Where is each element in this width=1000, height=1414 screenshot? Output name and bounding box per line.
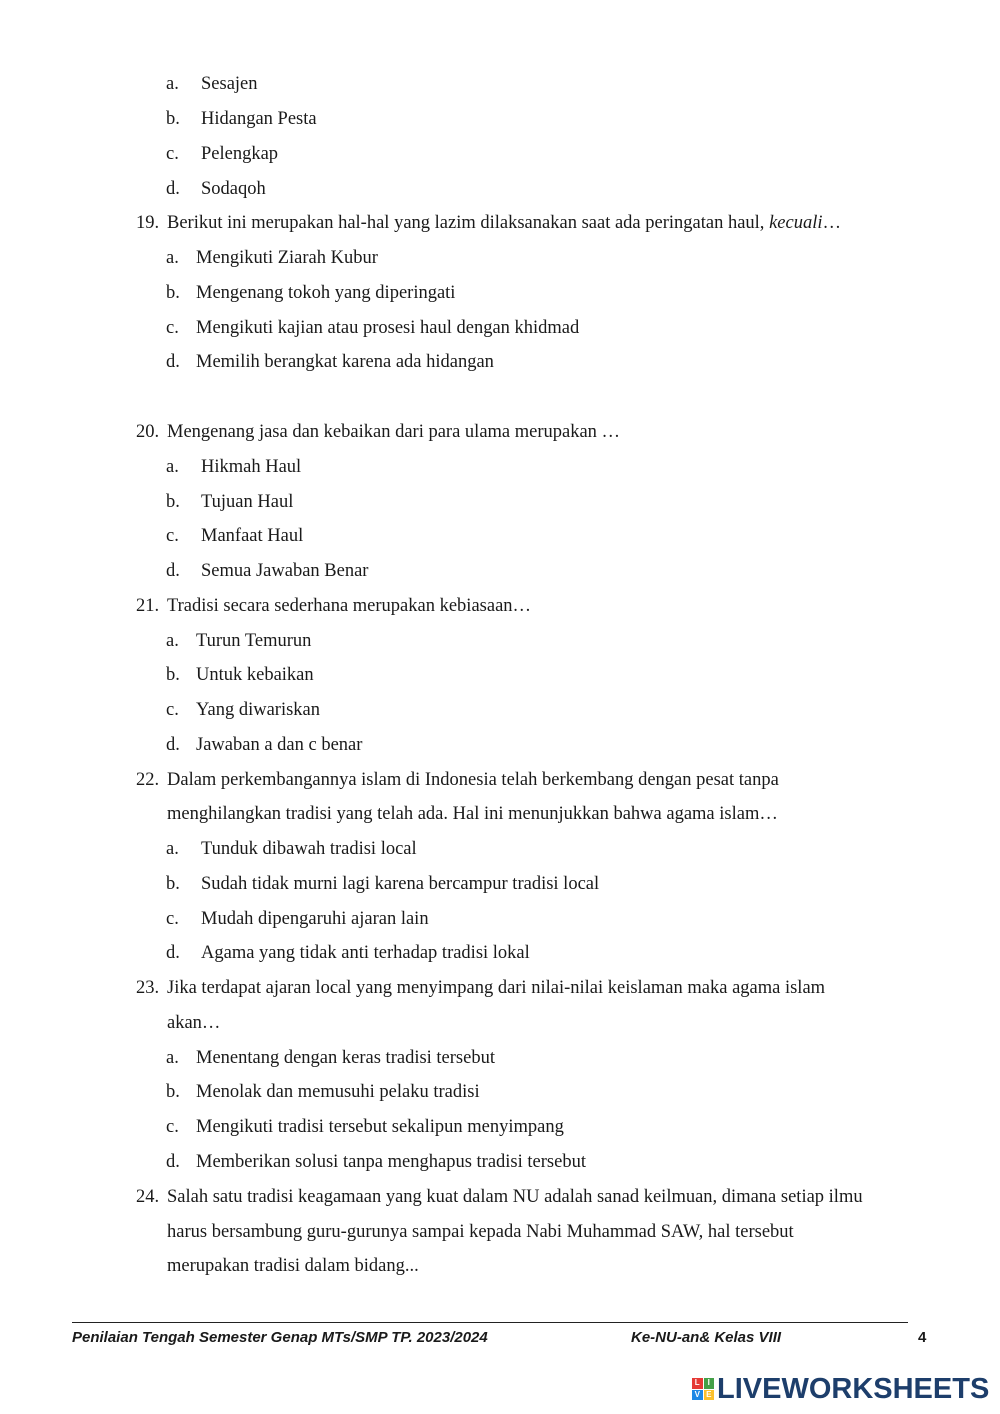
question-20 <box>136 420 620 444</box>
option-text: Hidangan Pesta <box>201 109 317 129</box>
option-text: Tunduk dibawah tradisi local <box>201 839 417 859</box>
brand-name: LIVEWORKSHEETS <box>717 1372 990 1405</box>
question-number: 22. <box>136 770 160 790</box>
option-letter: a. <box>166 1048 179 1068</box>
list-item <box>166 107 317 131</box>
option-text: Mengikuti kajian atau prosesi haul dengan khidmad <box>196 318 580 338</box>
question-24-continued <box>167 1220 794 1244</box>
option-text: Mengenang tokoh yang diperingati <box>196 283 456 303</box>
liveworksheets-logo-icon <box>692 1378 714 1400</box>
logo-letter: L <box>692 1378 703 1389</box>
footer-subject: Ke-NU-an& Kelas VIII <box>631 1329 782 1346</box>
list-item <box>166 455 301 479</box>
option-letter: b. <box>166 109 180 129</box>
question-23 <box>136 976 825 1000</box>
option-letter: d. <box>166 1152 180 1172</box>
list-item <box>166 316 579 340</box>
option-letter: c. <box>166 909 179 929</box>
logo-letter: E <box>704 1390 715 1401</box>
option-letter: b. <box>166 665 180 685</box>
option-text: Sudah tidak murni lagi karena bercampur tradisi local <box>201 874 600 894</box>
option-text: Mengikuti Ziarah Kubur <box>196 248 378 268</box>
list-item <box>166 941 530 965</box>
option-text: Sodaqoh <box>201 179 266 199</box>
question-21 <box>136 594 531 618</box>
logo-letter: I <box>704 1378 715 1389</box>
question-23-continued <box>167 1011 220 1035</box>
list-item <box>166 524 303 548</box>
option-text: Mengikuti tradisi tersebut sekalipun menyimpang <box>196 1117 564 1137</box>
list-item <box>166 1115 564 1139</box>
option-text: Jawaban a dan c benar <box>196 735 363 755</box>
question-text: Jika terdapat ajaran local yang menyimpang dari nilai-nilai keislaman maka agama islam <box>167 978 826 998</box>
list-item <box>166 837 417 861</box>
question-22 <box>136 768 779 792</box>
question-text: Mengenang jasa dan kebaikan dari para ulama merupakan … <box>167 422 621 442</box>
option-text: Hikmah Haul <box>201 457 302 477</box>
list-item <box>166 698 320 722</box>
option-letter: a. <box>166 631 179 651</box>
footer-divider <box>72 1322 908 1323</box>
question-number: 21. <box>136 596 160 616</box>
option-text: Semua Jawaban Benar <box>201 561 369 581</box>
option-letter: d. <box>166 735 180 755</box>
option-text: Menolak dan memusuhi pelaku tradisi <box>196 1082 480 1102</box>
list-item <box>166 1150 586 1174</box>
list-item <box>166 1046 495 1070</box>
option-letter: a. <box>166 457 179 477</box>
option-letter: b. <box>166 283 180 303</box>
question-ellipsis: … <box>822 213 841 233</box>
option-text: Agama yang tidak anti terhadap tradisi lokal <box>201 943 530 963</box>
question-text: merupakan tradisi dalam bidang... <box>167 1256 419 1276</box>
question-24-continued <box>167 1254 419 1278</box>
question-number: 24. <box>136 1187 160 1207</box>
option-letter: a. <box>166 74 179 94</box>
question-text: Tradisi secara sederhana merupakan kebiasaan… <box>167 596 532 616</box>
list-item <box>166 490 293 514</box>
option-text: Sesajen <box>201 74 258 94</box>
option-text: Memberikan solusi tanpa menghapus tradisi tersebut <box>196 1152 586 1172</box>
list-item <box>166 1080 480 1104</box>
question-number: 20. <box>136 422 160 442</box>
logo-letter: V <box>692 1390 703 1401</box>
question-text: akan… <box>167 1013 221 1033</box>
option-letter: d. <box>166 561 180 581</box>
option-text: Mudah dipengaruhi ajaran lain <box>201 909 429 929</box>
question-emphasis: kecuali <box>769 213 823 233</box>
option-text: Menentang dengan keras tradisi tersebut <box>196 1048 495 1068</box>
option-letter: a. <box>166 248 179 268</box>
option-text: Memilih berangkat karena ada hidangan <box>196 352 494 372</box>
list-item <box>166 177 266 201</box>
list-item <box>166 246 378 270</box>
option-letter: c. <box>166 526 179 546</box>
list-item <box>166 72 258 96</box>
option-letter: d. <box>166 179 180 199</box>
option-text: Tujuan Haul <box>201 492 294 512</box>
question-number: 23. <box>136 978 160 998</box>
question-text: menghilangkan tradisi yang telah ada. Hal ini menunjukkan bahwa agama islam… <box>167 804 778 824</box>
option-letter: c. <box>166 144 179 164</box>
list-item <box>166 629 311 653</box>
list-item <box>166 142 278 166</box>
option-letter: b. <box>166 1082 180 1102</box>
question-text: Berikut ini merupakan hal-hal yang lazim dilaksanakan saat ada peringatan haul, <box>167 213 770 233</box>
option-text: Manfaat Haul <box>201 526 304 546</box>
question-number: 19. <box>136 213 160 233</box>
option-letter: d. <box>166 943 180 963</box>
footer-exam-title: Penilaian Tengah Semester Genap MTs/SMP TP. 2023/2024 <box>72 1329 488 1346</box>
question-text: Dalam perkembangannya islam di Indonesia telah berkembang dengan pesat tanpa <box>167 770 779 790</box>
option-letter: b. <box>166 874 180 894</box>
option-letter: d. <box>166 352 180 372</box>
list-item <box>166 350 494 374</box>
list-item <box>166 733 362 757</box>
list-item <box>166 663 314 687</box>
question-19 <box>136 211 841 235</box>
option-letter: c. <box>166 1117 179 1137</box>
option-letter: c. <box>166 700 179 720</box>
option-text: Yang diwariskan <box>196 700 321 720</box>
liveworksheets-brand[interactable] <box>692 1372 989 1406</box>
list-item <box>166 907 429 931</box>
question-24 <box>136 1185 863 1209</box>
option-letter: c. <box>166 318 179 338</box>
list-item <box>166 281 455 305</box>
list-item <box>166 872 599 896</box>
list-item <box>166 559 368 583</box>
option-text: Untuk kebaikan <box>196 665 314 685</box>
question-text: harus bersambung guru-gurunya sampai kepada Nabi Muhammad SAW, hal tersebut <box>167 1222 794 1242</box>
option-text: Turun Temurun <box>196 631 312 651</box>
page-number: 4 <box>918 1329 927 1346</box>
option-letter: a. <box>166 839 179 859</box>
option-text: Pelengkap <box>201 144 279 164</box>
option-letter: b. <box>166 492 180 512</box>
question-22-continued <box>167 802 778 826</box>
question-text: Salah satu tradisi keagamaan yang kuat dalam NU adalah sanad keilmuan, dimana setiap ilmu <box>167 1187 863 1207</box>
